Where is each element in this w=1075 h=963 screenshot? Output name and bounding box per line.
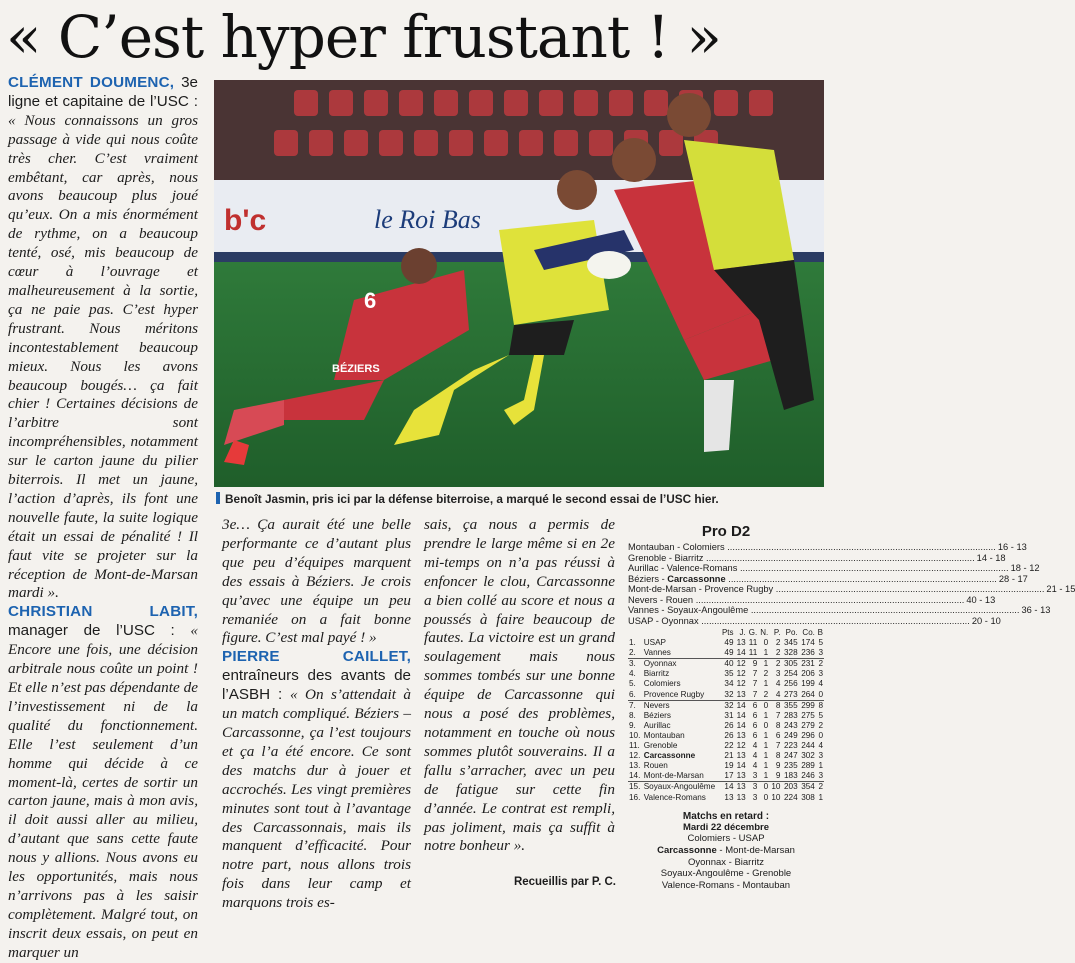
stat-cell: 2 <box>758 690 769 701</box>
team-cell: Grenoble <box>643 741 678 751</box>
stat-cell: 243 <box>783 720 798 730</box>
stat-cell: 254 <box>783 669 798 679</box>
stat-cell: 4 <box>752 751 758 761</box>
stat-cell: 305 <box>783 659 798 669</box>
header-cell: B <box>817 628 823 637</box>
stat-cell: 6 <box>752 720 758 730</box>
late-matches-date: Mardi 22 décembre <box>682 821 770 833</box>
stat-cell: 3 <box>818 751 823 761</box>
rank-cell: 12. <box>629 751 641 761</box>
result-row <box>628 563 1040 574</box>
stat-cell: 2 <box>818 659 823 669</box>
stat-cell: 275 <box>801 710 815 720</box>
stat-cell: 3 <box>775 669 781 679</box>
stat-cell: 256 <box>783 679 798 689</box>
speaker-name: PIERRE CAILLET, <box>222 648 411 666</box>
stat-cell: 13 <box>724 792 734 802</box>
stat-cell: 1 <box>758 648 769 659</box>
team-cell: Rouen <box>643 761 668 771</box>
result-row <box>628 552 1006 564</box>
quote-doumenc <box>8 74 198 603</box>
stat-cell: 13 <box>736 782 746 792</box>
stat-cell: 247 <box>783 751 798 761</box>
result-score: 36 - 13 <box>1021 605 1051 615</box>
caption-marker <box>216 492 220 504</box>
ad-banner-text: le Roi Bas <box>374 205 481 234</box>
team-cell: Béziers <box>643 710 672 720</box>
standings-row <box>628 771 824 782</box>
stat-cell: 0 <box>818 730 823 740</box>
stat-cell: 19 <box>724 761 734 771</box>
standings-row <box>628 711 824 721</box>
rank-cell: 14. <box>628 771 643 782</box>
jersey-number: 6 <box>364 288 377 313</box>
stat-cell: 7 <box>752 669 758 679</box>
stat-cell: 244 <box>801 741 815 751</box>
speaker-role: entraîneurs des avants de l’ASBH : <box>222 667 411 704</box>
stat-cell: 0 <box>816 690 824 701</box>
stat-cell: 308 <box>801 792 815 802</box>
stat-cell: 13 <box>736 751 746 761</box>
standings-row <box>628 700 824 711</box>
stat-cell: 249 <box>783 730 798 740</box>
stat-cell: 3 <box>816 771 824 782</box>
team-cell: Soyaux-Angoulême <box>643 782 716 792</box>
stat-cell: 9 <box>752 659 758 669</box>
team-cell: Mont-de-Marsan <box>643 771 720 782</box>
prod2-box <box>628 522 1075 894</box>
stat-cell: 8 <box>775 700 781 710</box>
team-cell: Nevers <box>643 700 670 710</box>
stat-cell: 9 <box>769 771 781 782</box>
standings-header <box>628 628 824 638</box>
stat-cell: 1 <box>763 741 769 751</box>
stat-cell: 4 <box>818 679 823 689</box>
stat-cell: 49 <box>720 648 735 659</box>
stat-cell: 6 <box>752 730 758 740</box>
standings-row <box>628 638 824 648</box>
stat-cell: 3 <box>818 669 823 679</box>
stat-cell: 0 <box>763 720 769 730</box>
stat-cell: 174 <box>801 638 815 648</box>
team-cell: Carcassonne <box>643 751 696 761</box>
photo-caption <box>214 490 824 510</box>
standings-table <box>628 628 824 803</box>
team-cell: Montauban <box>643 730 685 740</box>
stat-cell: 199 <box>801 679 815 689</box>
quote-text: « Encore une fois, une décision arbitrale nous coûte un point ! Et elle n’est pas dépendante de l’investissement ni de la qualité du fonctionnement. Elle l’est seulement d’un homme qui décide à ce moment-là, certes de sortir un carton jaune, mais à mon avis, il doit aussi aller au milieu, d’autant que sans cette faute nous y allions. Nous avons eu les opportunités, mais nous n’arrivons pas à les saisir complètement. Malgré tout, on inscrit deux essais, on peut en marquer un <box>8 622 198 961</box>
stat-cell: 0 <box>763 792 769 802</box>
stat-cell: 12 <box>736 741 746 751</box>
stat-cell: 9 <box>775 761 781 771</box>
rank-cell: 8. <box>629 710 636 720</box>
stat-cell: 13 <box>735 771 747 782</box>
result-score: 14 - 18 <box>976 552 1006 563</box>
stat-cell: 0 <box>763 700 769 710</box>
article-column-3 <box>424 516 615 876</box>
result-row <box>628 594 996 606</box>
highlight-team: Carcassonne <box>667 573 726 584</box>
stat-cell: 7 <box>775 741 781 751</box>
result-match: Béziers - Carcassonne ..... <box>628 574 997 585</box>
team-cell: Colomiers <box>643 679 681 689</box>
stat-cell: 279 <box>801 720 815 730</box>
stat-cell: 5 <box>818 638 823 648</box>
stat-cell: 302 <box>801 751 815 761</box>
standings-row <box>628 731 824 741</box>
result-row <box>628 573 1028 585</box>
stat-cell: 236 <box>799 648 816 659</box>
stat-cell: 13 <box>736 638 746 648</box>
stat-cell: 4 <box>752 761 758 771</box>
stat-cell: 183 <box>781 771 798 782</box>
stat-cell: 1 <box>763 679 769 689</box>
stat-cell: 1 <box>763 730 769 740</box>
stat-cell: 2 <box>775 638 781 648</box>
stat-cell: 2 <box>775 659 781 669</box>
stat-cell: 34 <box>724 679 734 689</box>
header-cell: G. <box>748 628 758 637</box>
header-cell: J. <box>739 628 746 637</box>
header-cell <box>628 628 643 638</box>
stat-cell: 3 <box>752 792 758 802</box>
rank-cell: 5. <box>629 679 636 689</box>
late-match: Valence-Romans - Montauban <box>661 880 791 892</box>
standings-row <box>628 690 824 701</box>
quote-caillet <box>222 648 411 913</box>
stat-cell: 14 <box>736 720 746 730</box>
result-row <box>628 584 1075 595</box>
stat-cell: 26 <box>724 720 734 730</box>
team-cell: Provence Rugby <box>643 690 720 701</box>
stat-cell: 6 <box>752 710 758 720</box>
late-match: Soyaux-Angoulême - Grenoble <box>660 868 792 880</box>
result-score: 20 - 10 <box>971 615 1001 626</box>
header-cell: N. <box>760 628 769 637</box>
team-cell: Vannes <box>643 648 720 659</box>
result-match: USAP - Oyonnax ..... <box>628 616 970 627</box>
rank-cell: 11. <box>629 741 640 751</box>
stat-cell: 14 <box>736 710 746 720</box>
ad-banner-text: b'c <box>224 204 267 237</box>
quote-labit <box>8 603 198 962</box>
stat-cell: 35 <box>724 669 734 679</box>
stat-cell: 10 <box>771 782 781 792</box>
stat-cell: 1 <box>818 761 823 771</box>
stat-cell: 13 <box>735 690 747 701</box>
stat-cell: 1 <box>763 751 769 761</box>
late-matches-title: Matchs en retard : <box>682 810 770 822</box>
stat-cell: 3 <box>747 771 759 782</box>
jersey-sponsor: BÉZIERS <box>332 363 380 375</box>
stat-cell: 4 <box>752 741 758 751</box>
rank-cell: 3. <box>629 659 636 669</box>
standings-row <box>628 659 824 670</box>
stat-cell: 299 <box>801 700 815 710</box>
stat-cell: 4 <box>775 679 781 689</box>
stat-cell: 3 <box>752 782 758 792</box>
speaker-name: CHRISTIAN LABIT, <box>8 603 198 621</box>
stat-cell: 7 <box>747 690 759 701</box>
stat-cell: 14 <box>735 648 747 659</box>
stat-cell: 8 <box>775 720 781 730</box>
stat-cell: 22 <box>724 741 734 751</box>
team-cell: Oyonnax <box>643 659 677 669</box>
stat-cell: 1 <box>763 710 769 720</box>
stat-cell: 6 <box>775 730 781 740</box>
stat-cell: 11 <box>748 638 758 648</box>
stat-cell: 13 <box>736 792 746 802</box>
speaker-role: manager de l’USC : <box>8 622 191 640</box>
team-cell: USAP <box>643 638 666 648</box>
stat-cell: 2 <box>769 648 781 659</box>
result-match: Grenoble - Biarritz ..... <box>628 553 975 564</box>
headline: « C’est hyper frustant ! » <box>6 3 721 71</box>
stat-cell: 12 <box>736 659 746 669</box>
stat-cell: 12 <box>736 679 746 689</box>
stat-cell: 21 <box>724 751 734 761</box>
stat-cell: 4 <box>818 741 823 751</box>
stat-cell: 246 <box>799 771 816 782</box>
result-score: 18 - 12 <box>1010 563 1040 573</box>
stat-cell: 12 <box>736 669 746 679</box>
stat-cell: 203 <box>783 782 798 792</box>
stat-cell: 49 <box>724 638 734 648</box>
header-cell: Po. <box>785 628 798 637</box>
stat-cell: 40 <box>724 659 734 669</box>
results-list <box>628 542 1075 626</box>
header-cell <box>643 628 720 638</box>
stat-cell: 11 <box>747 648 759 659</box>
stat-cell: 8 <box>775 751 781 761</box>
result-match: Aurillac - Valence-Romans ..... <box>628 563 1009 574</box>
result-row <box>628 615 1001 627</box>
rank-cell: 7. <box>629 700 636 710</box>
result-match: Nevers - Rouen ..... <box>628 595 964 606</box>
result-match: Vannes - Soyaux-Angoulême ..... <box>628 605 1019 616</box>
highlight-team: Carcassonne <box>657 845 717 856</box>
stat-cell: 2 <box>818 720 823 730</box>
result-score: 21 - 15 <box>1046 584 1075 594</box>
stat-cell: 231 <box>801 659 815 669</box>
stat-cell: 7 <box>775 710 781 720</box>
stat-cell: 32 <box>720 690 735 701</box>
rank-cell: 2. <box>628 648 643 659</box>
stat-cell: 14 <box>736 761 746 771</box>
standings-row <box>628 648 824 659</box>
stat-cell: 224 <box>783 792 798 802</box>
quote-labit-continued: 3e… Ça aurait été une belle performante ce d’autant plus que peu d’équipes marquent des essais à Béziers. Je crois qu’avec une équipe un peu remaniée on a fait bonne figure. C’est mal payé ! » <box>222 516 411 647</box>
stat-cell: 10 <box>771 792 781 802</box>
header-cell: P. <box>773 628 781 637</box>
rank-cell: 15. <box>629 782 641 792</box>
late-match: Oyonnax - Biarritz <box>687 856 765 868</box>
stat-cell: 328 <box>781 648 798 659</box>
stat-cell: 32 <box>724 700 734 710</box>
standings-row <box>628 751 824 761</box>
article-column-2 <box>222 516 411 912</box>
stat-cell: 1 <box>763 659 769 669</box>
result-score: 40 - 13 <box>966 594 996 605</box>
stat-cell: 1 <box>763 761 769 771</box>
quote-text: « On s’attendait à un match compliqué. Béziers – Carcassonne, ça l’est toujours et ça l’a été encore. Ce sont des matchs dur à jouer et accrochés. Les vingt premières minutes sont tout à l’avantage des Carcassonnais, mais ils manquent d’efficacité. Pour notre part, nous allons trois fois dans leur camp et marquons trois es- <box>222 686 411 912</box>
late-match: Colomiers - USAP <box>687 833 765 845</box>
late-match: Carcassonne - Mont-de-Marsan <box>657 845 795 856</box>
team-cell: Aurillac <box>643 720 671 730</box>
stat-cell: 5 <box>818 710 823 720</box>
prod2-title: Pro D2 <box>701 523 751 540</box>
stat-cell: 1 <box>818 792 823 802</box>
rank-cell: 1. <box>629 638 636 648</box>
header-cell: Pts <box>721 628 734 637</box>
standings-row <box>628 793 824 803</box>
stat-cell: 283 <box>783 710 798 720</box>
stat-cell: 0 <box>763 782 769 792</box>
stat-cell: 206 <box>801 669 815 679</box>
stat-cell: 345 <box>783 638 798 648</box>
rank-cell: 9. <box>629 720 636 730</box>
result-row <box>628 542 1027 553</box>
stat-cell: 2 <box>763 669 769 679</box>
article-credit: Recueillis par P. C. <box>513 876 616 888</box>
stat-cell: 355 <box>783 700 798 710</box>
rank-cell: 10. <box>629 730 641 740</box>
stat-cell: 2 <box>818 782 823 792</box>
stat-cell: 4 <box>769 690 781 701</box>
stat-cell: 235 <box>783 761 798 771</box>
standings-row <box>628 761 824 771</box>
standings-row <box>628 782 824 793</box>
stat-cell: 0 <box>763 638 769 648</box>
stat-cell: 273 <box>781 690 798 701</box>
result-match: Montauban - Colomiers ..... <box>628 542 996 553</box>
rank-cell: 6. <box>628 690 643 701</box>
stat-cell: 26 <box>724 730 734 740</box>
team-cell: Valence-Romans <box>643 792 706 802</box>
stat-cell: 3 <box>816 648 824 659</box>
standings-row <box>628 721 824 731</box>
stat-cell: 17 <box>720 771 735 782</box>
stat-cell: 31 <box>724 710 734 720</box>
standings-row <box>628 679 824 689</box>
stat-cell: 289 <box>801 761 815 771</box>
quote-caillet-continued: sais, ça nous a permis de prendre le large même si en 2e mi-temps on n’a pas réussi à enfoncer le clou, Carcassonne a bien collé au score et nous a poussés à faire beaucoup de fautes. La victoire est un grand soulagement mais nous sommes tombés sur une bonne équipe de Carcassonne qui nous a posé des problèmes, notamment en touche où nous sommes plutôt souverains. Il a fallu s’arracher, avec un peu de fatigue sur cette fin d’année. Le contrat est rempli, pas joliment, mais ça suffit à notre bonheur ». <box>424 516 615 855</box>
article-column-1 <box>8 74 198 961</box>
stat-cell: 296 <box>801 730 815 740</box>
standings-row <box>628 669 824 679</box>
standings-row <box>628 741 824 751</box>
rank-cell: 13. <box>629 761 641 771</box>
stat-cell: 354 <box>801 782 815 792</box>
match-photo-drawing <box>214 80 824 487</box>
stat-cell: 264 <box>799 690 816 701</box>
result-score: 28 - 17 <box>998 573 1028 584</box>
late-matches-list <box>628 833 824 892</box>
speaker-role: 3e ligne et capitaine de l’USC : <box>8 74 198 110</box>
stat-cell: 14 <box>736 700 746 710</box>
caption-text: Benoît Jasmin, pris ici par la défense biterroise, a marqué le second essai de l’USC hier. <box>225 492 719 506</box>
header-cell: Co. <box>802 628 815 637</box>
match-photo <box>214 80 824 487</box>
speaker-name: CLÉMENT DOUMENC, <box>8 74 175 91</box>
stat-cell: 7 <box>752 679 758 689</box>
stat-cell: 8 <box>818 700 823 710</box>
result-score: 16 - 13 <box>997 542 1027 552</box>
stat-cell: 223 <box>783 741 798 751</box>
result-row <box>628 605 1051 616</box>
rank-cell: 4. <box>629 669 636 679</box>
stat-cell: 14 <box>724 782 734 792</box>
result-match: Mont-de-Marsan - Provence Rugby ..... <box>628 584 1044 595</box>
quote-text: « Nous connaissons un gros passage à vide qui nous coûte très cher. C’est vraiment embêtant, car après, nous avons beaucoup plus joué qu’eux. On a mis énormément de rythme, on a beaucoup tenté, osé, mis beaucoup de cœur à l’ouvrage et malheureusement à la sortie, ça ne paie pas. C’est hyper frustrant. Nous méritons incontestablement beaucoup mieux. Nous les avons beaucoup bougés… ça fait chier ! Certaines décisions de l’arbitre sont incompréhensibles, notamment sur le carton jaune du pilier biterrois. Il met un jaune, l’action d’après, ils font une nouvelle faute, la suite logique était un essai de pénalité ! Il faut vite se projeter sur la réception de Mont-de-Marsan mardi ». <box>8 111 198 602</box>
team-cell: Biarritz <box>643 669 670 679</box>
rank-cell: 16. <box>629 792 641 802</box>
stat-cell: 1 <box>758 771 769 782</box>
stat-cell: 6 <box>752 700 758 710</box>
stat-cell: 13 <box>736 730 746 740</box>
